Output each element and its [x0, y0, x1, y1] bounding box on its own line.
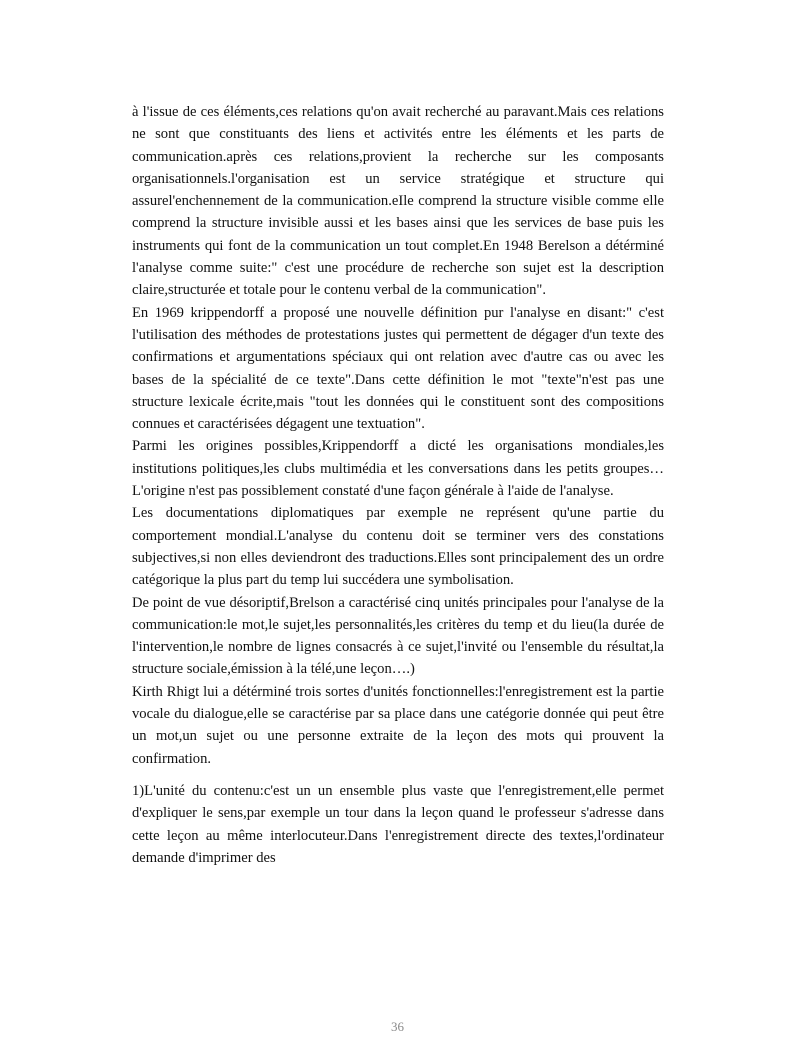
- paragraph-content-unit: 1)L'unité du contenu:c'est un un ensemble plus vaste que l'enregistrement,elle permet d'expliquer le sens,par exemple un tour dans la leçon quand le professeur s'adresse dans cette leçon au même interlocuteur.Dans l'enregistrement directe des textes,l'ordinateur demande d'imprimer des: [132, 782, 664, 866]
- body-text: [132, 101, 664, 869]
- paragraph-intro: à l'issue de ces éléments,ces relations qu'on avait recherché au paravant.Mais ces relations ne sont que constituants des liens et activités entre les éléments et les parts de communication.après ces relations,provient la recherche sur les composants organisationnels.l'organisation est un service stratégique et structure qui assurel'enchennement de la communication.eIle comprend la structure visible comme elle comprend la structure invisible aussi et les bases ainsi que les services de base puis les instruments qui font de la communication un tout complet.En 1948 Berelson a détérminé l'analyse comme suite:" c'est une procédure de recherche son sujet est la description claire,structurée et totale pour le contenu verbal de la communication".: [132, 104, 664, 299]
- paragraph-kirth-rhigt: Kirth Rhigt lui a détérminé trois sortes d'unités fonctionnelles:l'enregistrement est la partie vocale du dialogue,elle se caractérise par sa place dans une catégorie donnée qui peut être un mot,un sujet ou une personne extraite de la leçon des mots qui prouvent la confirmation.: [132, 683, 664, 767]
- paragraph-berelson-units: De point de vue désoriptif,Brelson a caractérisé cinq unités principales pour l'analyse de la communication:le mot,le sujet,les personnalités,les critères du temp et du lieu(la durée de l'intervention,le nombre de lignes consacrés à ce sujet,l'invité ou l'ensemble du résultat,la structure sociale,émission à la télé,une leçon….): [132, 594, 664, 678]
- paragraph-origins: Parmi les origines possibles,Krippendorff a dicté les organisations mondiales,les institutions politiques,les clubs multimédia et les conversations dans les petits groupes…L'origine n'est pas possiblement constaté d'une façon générale à l'aide de l'analyse.: [132, 438, 664, 500]
- paragraph-krippendorff-definition: En 1969 krippendorff a proposé une nouvelle définition pur l'analyse en disant:" c'est l'utilisation des méthodes de protestations justes qui permettent de dégager d'un texte des confirmations et argumentations spéciaux qui ont relation avec d'autre cas ou avec les bases de la spécialité de ce texte".Dans cette définition le mot "texte"n'est pas une structure lexicale écrite,mais "tout les données qui le constituent sont des compositions connues et caractérisées dégagent une textuation".: [132, 304, 664, 433]
- paragraph-diplomatic-documentation: Les documentations diplomatiques par exemple ne représent qu'une partie du comportement mondial.L'analyse du contenu doit se terminer vers des constations subjectives,si non elles deviendront des traductions.Elles sont principalement des un ordre catégorique la plus part du temp lui succédera une symbolisation.: [132, 505, 664, 589]
- page-number: 36: [391, 1019, 404, 1034]
